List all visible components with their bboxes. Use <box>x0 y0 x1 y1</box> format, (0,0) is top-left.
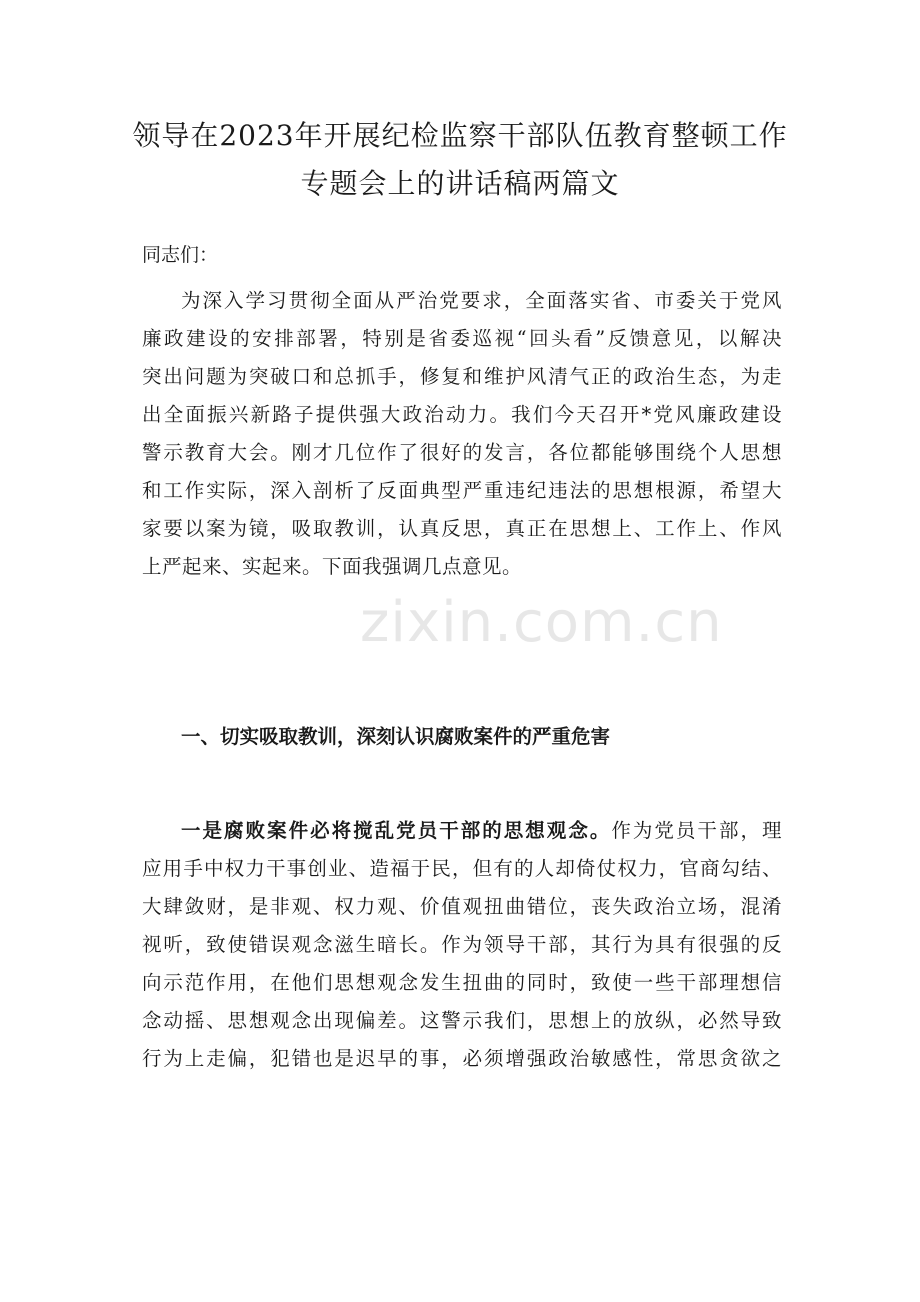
title-line-1: 领导在2023年开展纪检监察干部队伍教育整顿工作 <box>132 119 788 152</box>
section-first-line <box>142 812 782 850</box>
section-paragraph <box>142 812 782 1078</box>
intro-line: 突出问题为突破口和总抓手，修复和维护风清气正的政治生态，为走 <box>142 365 782 388</box>
section-line: 视听，致使错误观念滋生暗长。作为领导干部，其行为具有很强的反 <box>142 933 782 956</box>
section-line: 行为上走偏，犯错也是迟早的事，必须增强政治敏感性，常思贪欲之 <box>142 1047 782 1070</box>
salutation: 同志们： <box>142 244 219 266</box>
section-lead-rest: 作为党员干部，理 <box>611 819 782 842</box>
intro-line: 出全面振兴新路子提供强大政治动力。我们今天召开*党风廉政建设 <box>142 403 782 426</box>
intro-line: 上严起来、实起来。下面我强调几点意见。 <box>142 555 523 578</box>
document-title <box>110 112 810 208</box>
intro-line: 廉政建设的安排部署，特别是省委巡视“回头看”反馈意见，以解决 <box>142 327 782 350</box>
title-line-2: 专题会上的讲话稿两篇文 <box>300 167 620 200</box>
intro-line: 为深入学习贯彻全面从严治党要求，全面落实省、市委关于党风 <box>181 289 782 312</box>
watermark: zixin.com.cn <box>360 590 723 655</box>
intro-paragraph <box>142 282 782 586</box>
section-line: 大肆敛财，是非观、权力观、价值观扭曲错位，丧失政治立场，混淆 <box>142 895 782 918</box>
section-line: 应用手中权力干事创业、造福于民，但有的人却倚仗权力，官商勾结、 <box>142 857 782 880</box>
section-line: 向示范作用，在他们思想观念发生扭曲的同时，致使一些干部理想信 <box>142 971 782 994</box>
section-heading: 一、切实吸取教训，深刻认识腐败案件的严重危害 <box>181 725 611 748</box>
intro-line: 家要以案为镜，吸取教训，认真反思，真正在思想上、工作上、作风 <box>142 517 782 540</box>
section-line: 念动摇、思想观念出现偏差。这警示我们，思想上的放纵，必然导致 <box>142 1009 782 1032</box>
intro-line: 警示教育大会。刚才几位作了很好的发言，各位都能够围绕个人思想 <box>142 441 782 464</box>
intro-line: 和工作实际，深入剖析了反面典型严重违纪违法的思想根源，希望大 <box>142 479 782 502</box>
section-lead-bold: 一是腐败案件必将搅乱党员干部的思想观念。 <box>181 819 612 842</box>
